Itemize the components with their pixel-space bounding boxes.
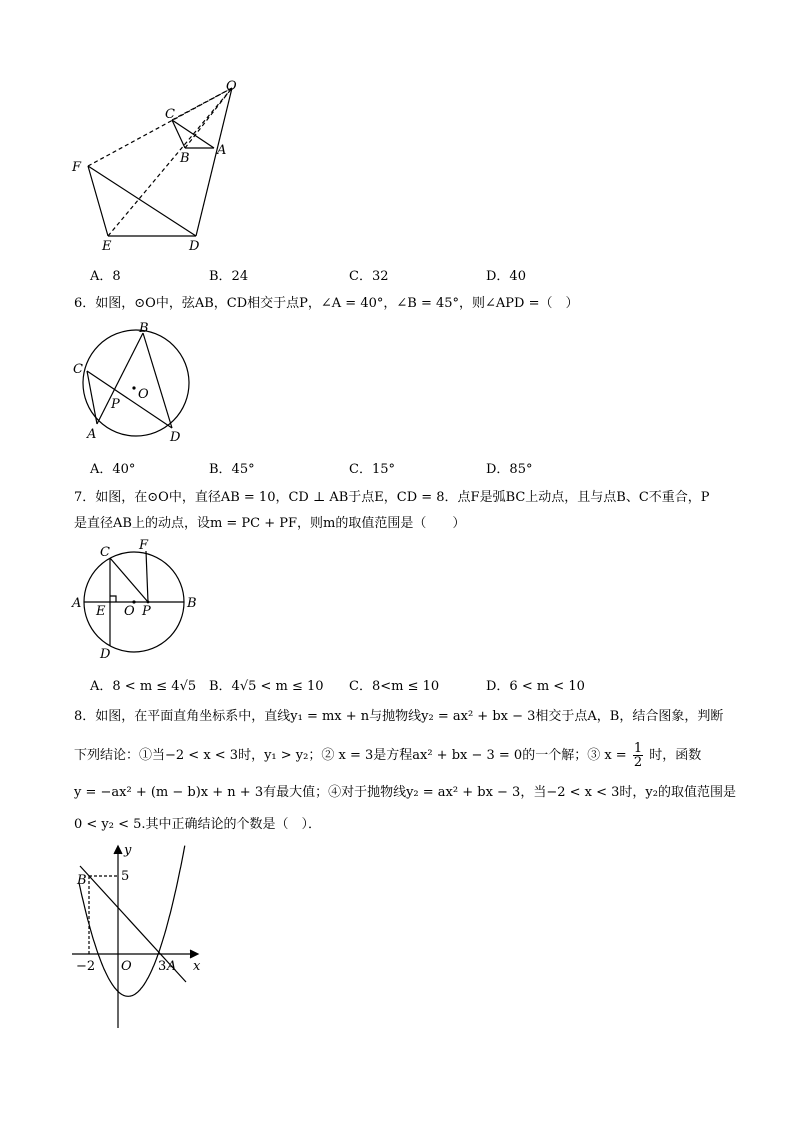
- q8-graph: [68, 838, 208, 1030]
- q5-option-b: B．24: [209, 269, 249, 284]
- fig7-label-f: F: [139, 538, 149, 553]
- q5-figure: [66, 72, 256, 257]
- q6-figure: [70, 318, 200, 446]
- fig6-label-b: B: [139, 321, 149, 336]
- fig5-label-o: O: [226, 79, 237, 94]
- q7-option-c: C．8<m ≤ 10: [349, 679, 440, 694]
- fig6-label-d: D: [170, 430, 181, 445]
- q8-label-b: B: [77, 873, 87, 888]
- fig7-label-d: D: [100, 647, 111, 662]
- q7-question-line2: 是直径AB上的动点，设m = PC + PF，则m的取值范围是（ ）: [74, 516, 466, 531]
- q7-option-a: A．8 < m ≤ 4√5: [90, 679, 197, 694]
- q5-option-c: C．32: [349, 269, 389, 284]
- q5-option-d: D．40: [486, 269, 526, 284]
- fig5-label-d: D: [189, 239, 200, 254]
- fig5-label-e: E: [102, 239, 112, 254]
- q7-question-line1: 7．如图，在⊙O中，直径AB = 10，CD ⊥ AB于点E，CD = 8．点F是弧BC上动点，且与点B、C不重合，P: [74, 490, 710, 505]
- q8-label-y: y: [124, 843, 132, 858]
- fig7-label-c: C: [100, 545, 110, 560]
- fig7-label-p: P: [142, 604, 151, 619]
- q8-fraction-denominator: 2: [633, 755, 643, 770]
- q8-label-a: A: [167, 959, 177, 974]
- q8-fraction-numerator: 1: [633, 741, 643, 756]
- fig5-label-c: C: [165, 107, 175, 122]
- q6-option-d: D．85°: [486, 462, 533, 477]
- q8-line2-start: 下列结论：①当−2 < x < 3时，y₁ > y₂；② x = 3是方程ax² + bx − 3 = 0的一个解；③ x =: [74, 748, 627, 763]
- fig6-label-o: O: [138, 387, 149, 402]
- q8-question-line1: 8．如图，在平面直角坐标系中，直线y₁ = mx + n与抛物线y₂ = ax² + bx − 3相交于点A，B，结合图象，判断: [74, 709, 724, 724]
- q8-label-x: x: [193, 959, 201, 974]
- q6-option-c: C．15°: [349, 462, 395, 477]
- q8-question-line3: y = −ax² + (m − b)x + n + 3有最大值；④对于抛物线y₂ = ax² + bx − 3，当−2 < x < 3时，y₂的取值范围是: [74, 785, 736, 800]
- fig7-label-a: A: [72, 596, 82, 611]
- fig5-label-f: F: [72, 160, 82, 175]
- fig5-label-a: A: [217, 143, 227, 158]
- fig6-label-c: C: [73, 362, 83, 377]
- q7-figure: [68, 536, 200, 662]
- q8-label-neg2: −2: [76, 959, 96, 974]
- fig7-label-e: E: [96, 604, 106, 619]
- q8-question-line2: [74, 742, 701, 769]
- fig6-label-p: P: [111, 397, 120, 412]
- q7-option-d: D．6 < m < 10: [486, 679, 585, 694]
- fig7-label-b: B: [187, 596, 197, 611]
- q8-label-o: O: [121, 959, 132, 974]
- q6-option-b: B．45°: [209, 462, 255, 477]
- q6-option-a: A．40°: [90, 462, 136, 477]
- q8-label-5: 5: [121, 869, 130, 884]
- q8-label-3: 3: [158, 959, 167, 974]
- q6-question: 6．如图，⊙O中，弦AB，CD相交于点P，∠A = 40°，∠B = 45°，则∠APD =（ ）: [74, 296, 579, 311]
- q8-question-line4: 0 < y₂ < 5.其中正确结论的个数是（ ）．: [74, 817, 322, 832]
- fig5-label-b: B: [180, 151, 190, 166]
- q7-option-b: B．4√5 < m ≤ 10: [209, 679, 324, 694]
- q8-line2-end: 时，函数: [649, 748, 702, 763]
- q5-option-a: A．8: [90, 269, 121, 284]
- fig6-label-a: A: [87, 427, 97, 442]
- fig7-label-o: O: [124, 604, 135, 619]
- q8-fraction: [633, 742, 643, 769]
